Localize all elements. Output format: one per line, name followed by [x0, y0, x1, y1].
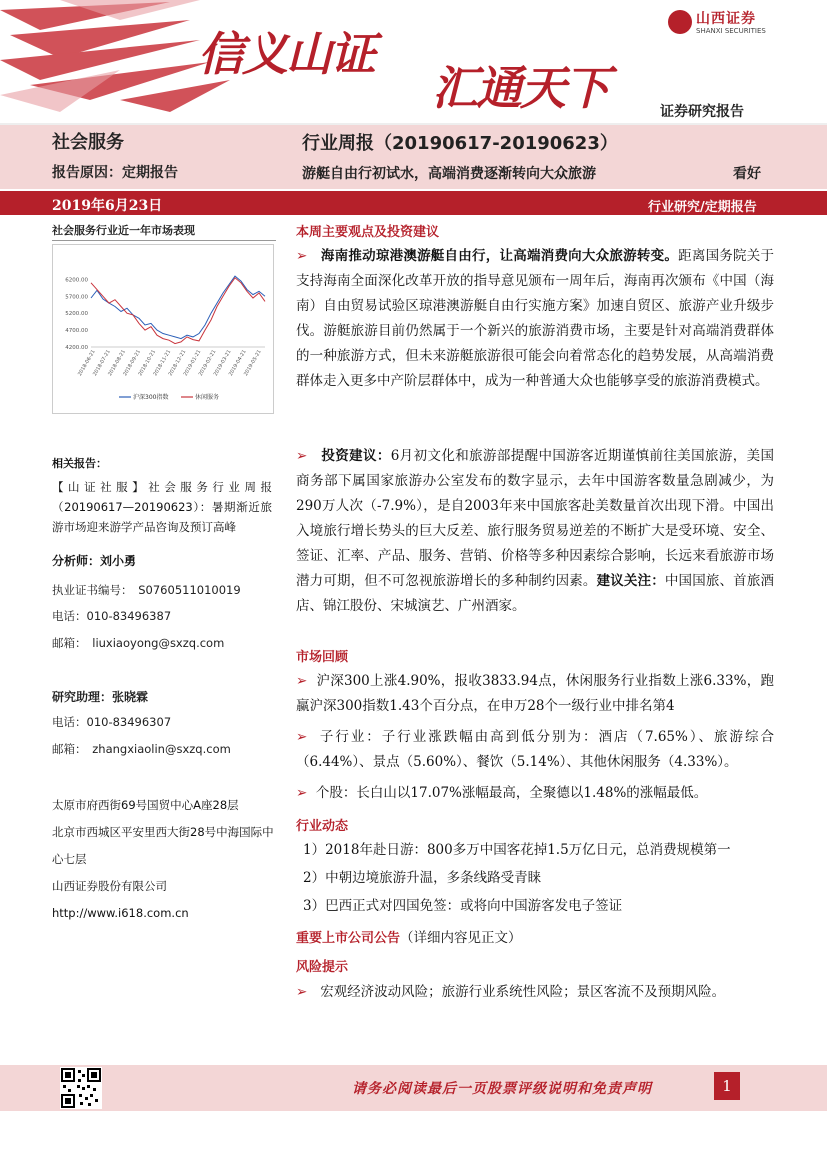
x-tick-label: 2018-08-21: [107, 349, 127, 378]
risk-text: [296, 980, 774, 1005]
assistant-name: 研究助理：张晓霖: [52, 690, 149, 704]
y-tick-label: 5200.00: [65, 311, 88, 318]
slogan-part1: 信义山证: [198, 27, 374, 81]
x-tick-label: 2019-02-21: [197, 349, 218, 378]
paragraph-investment: [296, 444, 774, 619]
rating: 看好: [733, 166, 761, 182]
investment-lead: 投资建议：: [321, 448, 391, 464]
section-heading-announcements: 重要上市公司公告: [296, 931, 401, 946]
legend-label: 沪深300指数: [133, 394, 169, 401]
arrow-bullet-icon: ➢: [296, 984, 308, 1000]
market-review-subindustry-text: 子行业：子行业涨跌幅由高到低分别为：酒店（7.65%）、旅游综合（6.44%）、景点（5.60%）、餐饮（5.14%）、其他休闲服务（4.33%）。: [296, 729, 774, 770]
report-title: 行业周报（20190617-20190623）: [302, 133, 618, 154]
section-heading-market: 市场回顾: [296, 650, 349, 665]
paragraph-hainan-body: 距离国务院关于支持海南全面深化改革开放的指导意见颁布一周年后，海南再次颁布《中国（海南）自由贸易试验区琼港澳游艇自由行实施方案》加速自贸区、旅游产业升级步伐。游艇旅游目前仍然属于一个新兴的旅游消费市场，主要是针对高端消费群体的一种旅游方式，但未来游艇旅游很可能会向着常态化的趋势发展，从高端消费群体走入更多中产阶层群体中，成为一种普通大众也能够享受的旅游消费模式。: [296, 248, 775, 389]
qr-code-graphic: [60, 1067, 102, 1109]
market-review-subindustry: [296, 725, 774, 775]
section-heading-views: 本周主要观点及投资建议: [296, 225, 440, 240]
market-chart: [52, 244, 274, 414]
address-block: [52, 792, 274, 927]
y-tick-label: 5700.00: [65, 294, 88, 301]
company-website[interactable]: http://www.i618.com.cn: [52, 906, 189, 920]
address-taiyuan: 太原市府西街69号国贸中心A座28层: [52, 798, 239, 812]
assistant-phone: 电话：010-83496307: [52, 715, 172, 729]
page-number: 1: [714, 1072, 740, 1100]
recommend-lead: 建议关注：: [596, 573, 665, 589]
section-heading-news: 行业动态: [296, 819, 349, 834]
risk-text-body: 宏观经济波动风险；旅游行业系统性风险；景区客流不及预期风险。: [320, 984, 726, 1000]
address-beijing: 北京市西城区平安里西大街28号中海国际中心七层: [52, 825, 274, 866]
company-logo: [668, 8, 778, 38]
market-review-stocks: [296, 781, 774, 806]
related-reports-heading: 相关报告：: [52, 457, 107, 470]
report-type: 证券研究报告: [660, 104, 744, 120]
qr-code-icon[interactable]: [60, 1067, 102, 1109]
arrow-bullet-icon: ➢: [296, 248, 308, 264]
x-tick-label: 2018-10-21: [137, 349, 158, 378]
analyst-name: 分析师：刘小勇: [52, 554, 137, 568]
x-tick-label: 2019-04-21: [227, 349, 248, 378]
assistant-email[interactable]: 邮箱： zhangxiaolin@sxzq.com: [52, 742, 231, 756]
news-item: 1）2018年赴日游：800多万中国客花掉1.5万亿日元，总消费规模第一: [303, 842, 731, 858]
y-tick-label: 6200.00: [65, 277, 88, 284]
sector-name: 社会服务: [52, 132, 124, 153]
logo-cn: 山西证券: [696, 11, 756, 27]
page-header: [0, 0, 827, 125]
y-tick-label: 4700.00: [65, 328, 88, 335]
x-tick-label: 2019-01-21: [182, 349, 203, 378]
arrow-bullet-icon: ➢: [296, 785, 308, 801]
arrow-bullet-icon: ➢: [296, 673, 308, 689]
x-tick-label: 2018-12-21: [167, 349, 188, 378]
chart-title: 社会服务行业近一年市场表现: [52, 222, 276, 241]
x-tick-label: 2018-09-21: [122, 349, 143, 378]
recommend-stocks: 中国国旅、首旅酒店、锦江股份、宋城演艺、广州酒家。: [296, 573, 775, 614]
logo-mark-icon: [668, 10, 692, 34]
report-subtitle: 游艇自由行初试水，高端消费逐渐转向大众旅游: [302, 166, 596, 182]
logo-en: SHANXI SECURITIES: [696, 27, 766, 35]
x-tick-label: 2018-07-21: [92, 349, 112, 378]
x-tick-label: 2019-05-21: [243, 349, 263, 378]
arrow-bullet-icon: ➢: [296, 448, 308, 464]
analyst-phone: 电话：010-83496387: [52, 609, 172, 623]
announcements-heading-row: [296, 926, 522, 946]
analyst-email[interactable]: 邮箱： liuxiaoyong@sxzq.com: [52, 636, 225, 650]
report-date: 2019年6月23日: [52, 198, 163, 214]
y-tick-label: 4200.00: [65, 345, 88, 351]
report-reason: 报告原因：定期报告: [52, 165, 178, 181]
related-report-link[interactable]: 【山证社服】社会服务行业周报（20190617—20190623）：暑期渐近旅游市场迎来游学产品咨询及预订高峰: [52, 480, 272, 534]
market-review-stocks-text: 个股：长白山以17.07%涨幅最高，全聚德以1.48%的涨幅最低。: [315, 785, 708, 801]
news-item: 3）巴西正式对四国免签：或将向中国游客发电子签证: [303, 898, 623, 914]
x-tick-label: 2019-03-21: [212, 349, 233, 378]
paragraph-hainan: [296, 244, 774, 394]
news-item: 2）中朝边境旅游升温，多条线路受青睐: [303, 870, 542, 886]
series-line: [91, 276, 265, 339]
analyst-cert: 执业证书编号： S0760511010019: [52, 583, 241, 597]
section-heading-risk: 风险提示: [296, 960, 349, 975]
series-line: [91, 278, 265, 344]
slogan-part2: 汇通天下: [432, 61, 608, 115]
market-review-index: [296, 669, 774, 719]
announcements-note: （详细内容见正文）: [400, 930, 522, 946]
legend-label: 休闲服务: [195, 394, 220, 401]
company-name: 山西证券股份有限公司: [52, 879, 167, 893]
disclaimer-text: 请务必阅读最后一页股票评级说明和免责声明: [352, 1081, 652, 1097]
paragraph-hainan-lead: 海南推动琼港澳游艇自由行，让高端消费向大众旅游转变。: [320, 248, 679, 264]
arrow-bullet-icon: ➢: [296, 729, 308, 745]
x-tick-label: 2018-11-21: [152, 349, 173, 378]
investment-body: 6月初文化和旅游部提醒中国游客近期谨慎前往美国旅游，美国商务部下属国家旅游办公室发布的数字显示，去年中国游客数量急剧减少，为290万人次（-7.9%），是自2003年来中国旅客赴美数量首次出现下滑。中国出入境旅行增长势头的巨大反差、旅行服务贸易逆差的不断扩大是受环境、安全、签证、汇率、产品、服务、营销、价格等多种因素综合影响，长远来看旅游市场潜力可期，但不可忽视旅游增长的多种制约因素。: [296, 448, 775, 589]
market-chart-svg: [53, 245, 273, 413]
report-category: 行业研究/定期报告: [648, 200, 757, 215]
x-tick-label: 2018-06-21: [77, 349, 97, 378]
market-review-index-text: 沪深300上涨4.90%，报收3833.94点，休闲服务行业指数上涨6.33%，跑赢沪深300指数1.43个百分点，在申万28个一级行业中排名第4: [296, 673, 774, 714]
